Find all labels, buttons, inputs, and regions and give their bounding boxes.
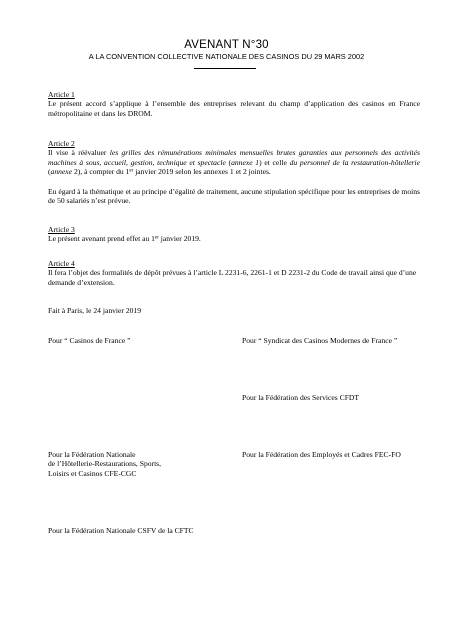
article-2 xyxy=(48,139,420,177)
signatory-cfe-cgc: Pour la Fédération Nationale de l’Hôtellerie-Restaurations, Sports, Loisirs et Casinos CFE-CGC xyxy=(48,450,162,478)
signatory-fec-fo: Pour la Fédération des Employés et Cadres FEC-FO xyxy=(242,450,401,459)
document-title: AVENANT N°30 xyxy=(184,39,269,51)
article-3-text: Le présent avenant prend effet au 1er janvier 2019. xyxy=(48,234,201,244)
article-4 xyxy=(48,259,420,287)
article-3 xyxy=(48,225,420,244)
signatory-cftc: Pour la Fédération Nationale CSFV de la CFTC xyxy=(48,526,194,535)
article-4-heading: Article 4 xyxy=(48,259,75,268)
signatory-casinos-de-france: Pour “ Casinos de France ” xyxy=(48,336,131,345)
article-2-heading: Article 2 xyxy=(48,139,75,148)
article-3-heading: Article 3 xyxy=(48,225,75,234)
document-subtitle: A LA CONVENTION COLLECTIVE NATIONALE DES CASINOS DU 29 MARS 2002 xyxy=(88,52,365,61)
article-4-text: Il fera l’objet des formalités de dépôt prévues à l’article L 2231-6, 2261-1 et D 2231-2 du Code de travail ainsi que d’une demande d’extension. xyxy=(48,268,417,287)
article-1-text: Le présent accord s’applique à l’ensemble des entreprises relevant du champ d’application des casinos en France métropolitaine et dans les DROM. xyxy=(48,99,420,118)
article-2-paragraph-2: Eu égard à la thématique et au principe d’égalité de traitement, aucune stipulation spécifique pour les entreprises de moins de 50 salariés n’est prévue. xyxy=(48,187,420,206)
article-1-heading: Article 1 xyxy=(48,90,75,99)
article-2-paragraph-1: Il vise à réévaluer les grilles des rémunérations minimales mensuelles brutes garanties aux personnels des activités machines à sous, accueil, gestion, technique et spectacle (annexe 1) et celle du personnel de la restauration-hôtellerie (annexe 2), à compter du 1er janvier 2019 selon les annexes 1 et 2 jointes. xyxy=(48,148,420,177)
article-1 xyxy=(48,90,420,118)
title-divider xyxy=(194,68,256,69)
signatory-syndicat-casinos-modernes: Pour “ Syndicat des Casinos Modernes de France ” xyxy=(242,336,398,345)
signatory-cfdt: Pour la Fédération des Services CFDT xyxy=(242,393,360,402)
place-date: Fait à Paris, le 24 janvier 2019 xyxy=(48,306,142,315)
